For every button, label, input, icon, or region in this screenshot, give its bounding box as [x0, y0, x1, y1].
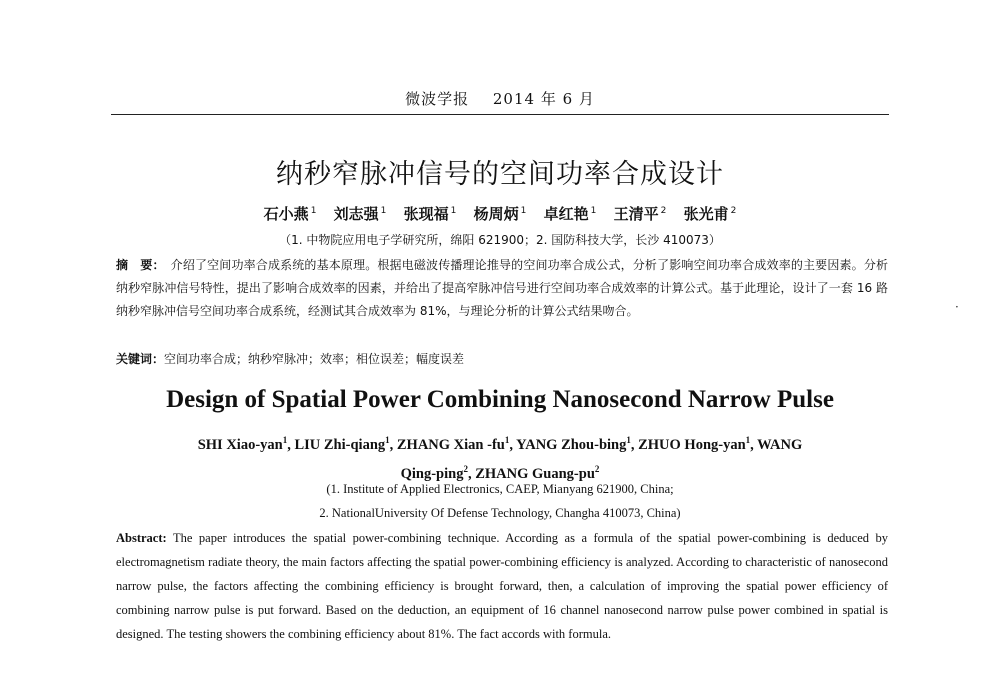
- scan-speck: ·: [955, 300, 959, 314]
- author-name: ZHANG Xian -fu: [396, 436, 505, 453]
- running-header: [111, 88, 889, 115]
- author-name: 王清平: [613, 205, 659, 223]
- author-affiliation-mark: 2: [594, 463, 600, 474]
- author-item: [404, 205, 457, 223]
- author-affiliation-mark: 1: [745, 435, 751, 445]
- english-affiliation-1: (1. Institute of Applied Electronics, CAEP, Mianyang 621900, China;: [326, 482, 674, 496]
- author-separator: ,: [630, 436, 639, 453]
- chinese-author-list: [111, 203, 889, 224]
- author-affiliation-mark: 2: [660, 206, 667, 216]
- author-item: [684, 205, 737, 223]
- chinese-abstract: [116, 254, 888, 323]
- english-author-line: [140, 428, 860, 457]
- author-affiliation-mark: 1: [282, 435, 288, 445]
- author-name: 张现福: [403, 205, 449, 223]
- author-name: Qing-ping: [400, 465, 464, 482]
- author-name: 卓红艳: [543, 205, 589, 223]
- author-item: [400, 463, 476, 482]
- author-separator: ,: [389, 436, 397, 453]
- author-item: [264, 205, 317, 223]
- chinese-keywords-text: 空间功率合成；纳秒窄脉冲；效率；相位误差；幅度误差: [164, 352, 465, 366]
- author-name: YANG Zhou-bing: [516, 436, 627, 453]
- issue-date: 2014 年 6 月: [492, 90, 595, 108]
- chinese-affiliation: （1. 中物院应用电子学研究所，绵阳 621900；2. 国防科技大学，长沙 410073）: [279, 233, 721, 247]
- author-item: [544, 205, 597, 223]
- author-affiliation-mark: 1: [310, 206, 317, 216]
- author-affiliation-mark: 1: [380, 206, 387, 216]
- author-item: [397, 437, 516, 453]
- journal-name: 微波学报: [405, 90, 470, 108]
- author-separator: ,: [287, 436, 295, 453]
- author-item: [475, 463, 600, 482]
- author-item: [334, 205, 387, 223]
- author-name: LIU Zhi-qiang: [294, 436, 386, 453]
- author-name: 杨周炳: [473, 205, 519, 223]
- author-name: ZHANG Guang-pu: [475, 465, 595, 482]
- author-separator: , WANG: [750, 436, 803, 453]
- english-affiliation-2: 2. NationalUniversity Of Defense Technology, Changha 410073, China): [319, 506, 681, 520]
- author-item: [638, 437, 802, 453]
- author-affiliation-mark: 1: [385, 435, 390, 445]
- author-affiliation-mark: 2: [463, 463, 468, 474]
- author-affiliation-mark: 2: [730, 206, 737, 216]
- author-name: ZHUO Hong-yan: [638, 436, 746, 453]
- chinese-abstract-label: 摘 要：: [116, 258, 165, 272]
- author-name: 张光甫: [683, 205, 729, 223]
- author-affiliation-mark: 1: [504, 435, 510, 445]
- english-title: Design of Spatial Power Combining Nanosecond Narrow Pulse: [166, 386, 834, 413]
- english-abstract: [116, 526, 888, 646]
- author-item: [198, 437, 295, 453]
- english-abstract-label: Abstract:: [116, 531, 167, 545]
- author-item: [614, 205, 667, 223]
- author-affiliation-mark: 1: [450, 206, 457, 216]
- author-separator: ,: [509, 436, 517, 453]
- english-abstract-text: The paper introduces the spatial power-combining technique. According as a formula of the spatial power-combining is deduced by electromagnetism radiate theory, the main factors affecting the spatial power-combining efficiency is analyzed. According to characteristic of nanosecond narrow pulse, the factors affecting the combining efficiency is brought forward, then, a calculation of improving the spatial power efficiency of combining narrow pulse is put forward. Based on the deduction, an equipment of 16 channel nanosecond narrow pulse power combined in spatial is designed. The testing showers the combining efficiency about 81%. The fact accords with formula.: [116, 531, 888, 641]
- author-name: 刘志强: [333, 205, 379, 223]
- author-affiliation-mark: 1: [520, 206, 527, 216]
- author-name: 石小燕: [263, 205, 309, 223]
- chinese-abstract-text: 介绍了空间功率合成系统的基本原理。根据电磁波传播理论推导的空间功率合成公式，分析了影响空间功率合成效率的主要因素。分析纳秒窄脉冲信号特性，提出了影响合成效率的因素，并给出了提高窄脉冲信号进行空间功率合成效率的计算公式。基于此理论，设计了一套 16 路纳秒窄脉冲信号空间功率合成系统，经测试其合成效率为 81%，与理论分析的计算公式结果吻合。: [116, 258, 888, 318]
- author-affiliation-mark: 1: [626, 435, 631, 445]
- author-item: [294, 437, 396, 453]
- author-item: [474, 205, 527, 223]
- chinese-keywords-label: 关键词：: [116, 352, 165, 366]
- author-separator: ,: [467, 465, 476, 482]
- chinese-keywords: [116, 350, 888, 367]
- author-item: [516, 437, 638, 453]
- author-affiliation-mark: 1: [590, 206, 597, 216]
- author-name: SHI Xiao-yan: [197, 436, 283, 453]
- english-author-list: [140, 428, 860, 486]
- chinese-title: 纳秒窄脉冲信号的空间功率合成设计: [276, 159, 724, 190]
